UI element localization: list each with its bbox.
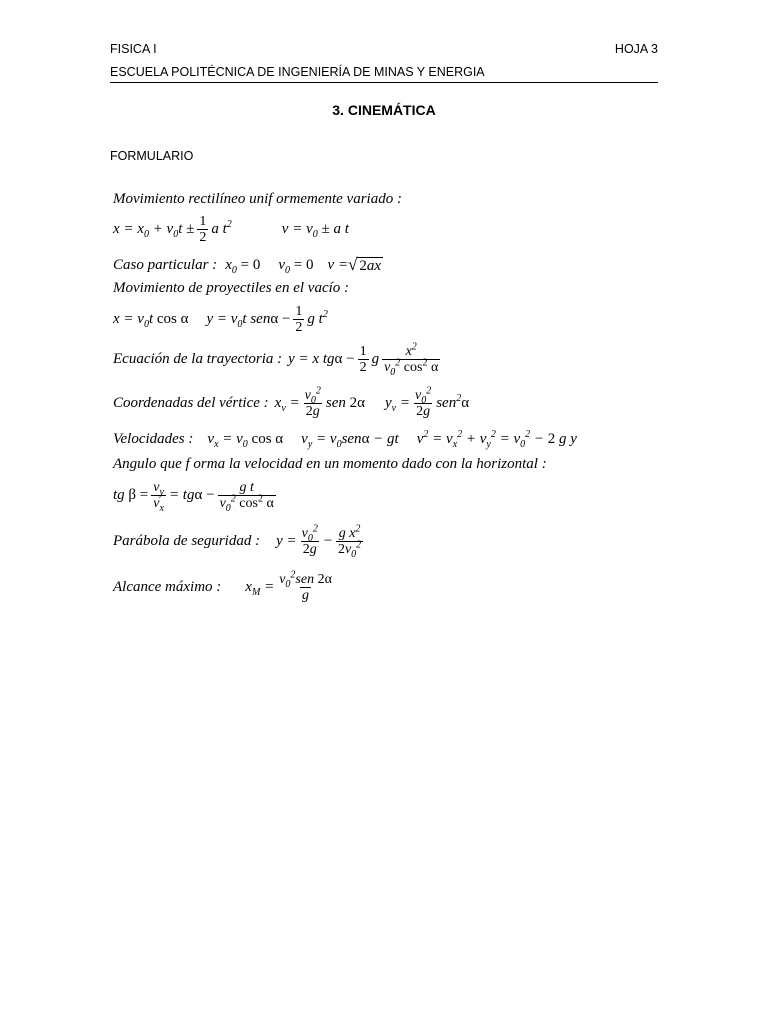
sqrt-symbol: √ 2ax	[348, 255, 382, 274]
formula-vertex: Coordenadas del vértice : $x_v$ = $\frac{v_0^2}{2g}$ sen 2α $y_v$ = $\frac{v_0^2}{2g}$ sen$^2$α	[113, 385, 470, 419]
formula-projectile-position: $x = v_0t$ cos α $y = v_0t$ senα − $\frac{1}{2}$ g $t^2$	[113, 304, 328, 335]
label-vertice: Coordenadas del vértice :	[113, 395, 269, 411]
label-seguridad: Parábola de seguridad :	[113, 533, 261, 549]
formula-position-mruv: $x = x_0 + v_0t$ ± $\frac{1}{2}$ a $t^2$ $v = v_0 \pm a$ t	[113, 214, 349, 245]
school-name: ESCUELA POLITÉCNICA DE INGENIERÍA DE MINAS Y ENERGIA	[110, 65, 485, 79]
sheet-number: HOJA 3	[614, 42, 658, 56]
formula-particular-case: Caso particular : $x_0 = 0$ $v_0 = 0$ v = √ 2ax	[113, 255, 382, 276]
formula-trajectory: Ecuación de la trayectoria : y = x tgα − $\frac{1}{2}$ g $\frac{x^2}{v_0^2 \cos^2 \alpha}$	[113, 341, 439, 378]
formula-velocities: Velocidades : $v_x = v_0$ cos α $v_y = v_0sen\alpha$ − gt $v^2 = v_x^2 + v_y^2 = v_0^2 - 2$ g y	[113, 429, 577, 450]
label-trayectoria: Ecuación de la trayectoria :	[113, 351, 283, 367]
label-caso: Caso particular :	[113, 256, 218, 273]
section-label: FORMULARIO	[110, 149, 194, 163]
label-angulo: Angulo que f orma la velocidad en un momento dado con la horizontal :	[113, 456, 547, 472]
label-alcance: Alcance máximo :	[113, 579, 222, 595]
label-proyectiles: Movimiento de proyectiles en el vacío :	[113, 280, 350, 296]
header-rule	[110, 82, 658, 83]
formula-angle: tg β = $\frac{v_y}{v_x}$ = tgα − $\frac{\text{g t}}{v_0^2 \cos^2 \alpha}$	[113, 480, 274, 514]
formula-safety-parabola: Parábola de seguridad : y = $\frac{v_0^2}{2g}$ − $\frac{g x^2}{2v_0^2}$	[113, 523, 362, 560]
formula-max-range: Alcance máximo : $x_M$ = $\frac{v_0^2sen 2\alpha}{g}$	[113, 569, 332, 603]
label-mruv: Movimiento rectilíneo unif ormemente variado :	[113, 191, 402, 207]
course-name: FISICA I	[110, 42, 157, 56]
page-title: 3. CINEMÁTICA	[332, 102, 436, 118]
label-velocidades: Velocidades :	[113, 431, 194, 447]
